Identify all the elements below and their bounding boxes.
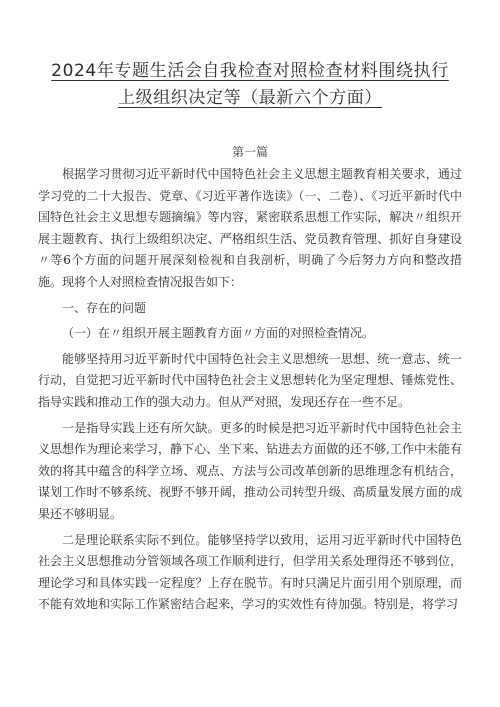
paragraph-body-2: 一是指导实践上还有所欠缺。更多的时候是把习近平新时代中国特色社会主义思想作为理论来学习，静下心、坐下来、钻进去方面做的还不够,工作中未能有效的将其中蕴含的科学立场、观点、方法与公司改革创新的思维理念有机结合，谋划工作时不够系统、视野不够开阔，推动公司转型升级、高质量发展方面的成果还不够明显。 [38, 420, 462, 521]
paragraph-intro: 根据学习贯彻习近平新时代中国特色社会主义思想主题教育相关要求，通过学习党的二十大报告、党章、《习近平著作选读》（一、二卷）、《习近平新时代中国特色社会主义思想专题摘编》等内容，紧密联系思想工作实际，解决〃组织开展主题教育、执行上级组织决定、严格组织生活、党员教育管理、抓好自身建设〃等6个方面的问题开展深刻检视和自我剖析，明确了今后努力方向和整改措施。现将个人对照检查情况报告如下： [38, 167, 462, 289]
paragraph-subheading-1: （一）在〃组织开展主题教育方面〃方面的对照检查情况。 [62, 326, 375, 341]
paragraph-body-1: 能够坚持用习近平新时代中国特色社会主义思想统一思想、统一意志、统一行动，自觉把习近平新时代中国特色社会主义思想转化为坚定理想、锤炼党性、指导实践和推动工作的强大动力。但从严对照，发现还存在一些不足。 [38, 351, 462, 409]
section-label: 第一篇 [231, 145, 268, 159]
paragraph-heading-problems: 一、存在的问题 [62, 300, 147, 315]
paragraph-body-3: 二是理论联系实际不到位。能够坚持学以致用，运用习近平新时代中国特色社会主义思想推动分管领域各项工作顺利进行，但学用关系处理得还不够到位，理论学习和具体实践一定程度？上存在脱节。有时只满足片面引用个别原理，而不能有效地和实际工作紧密结合起来，学习的实效性有待加强。特别是，将学习 [38, 532, 462, 612]
document-title: 2024年专题生活会自我检查对照检查材料围绕执行上级组织决定等（最新六个方面） [51, 61, 449, 108]
